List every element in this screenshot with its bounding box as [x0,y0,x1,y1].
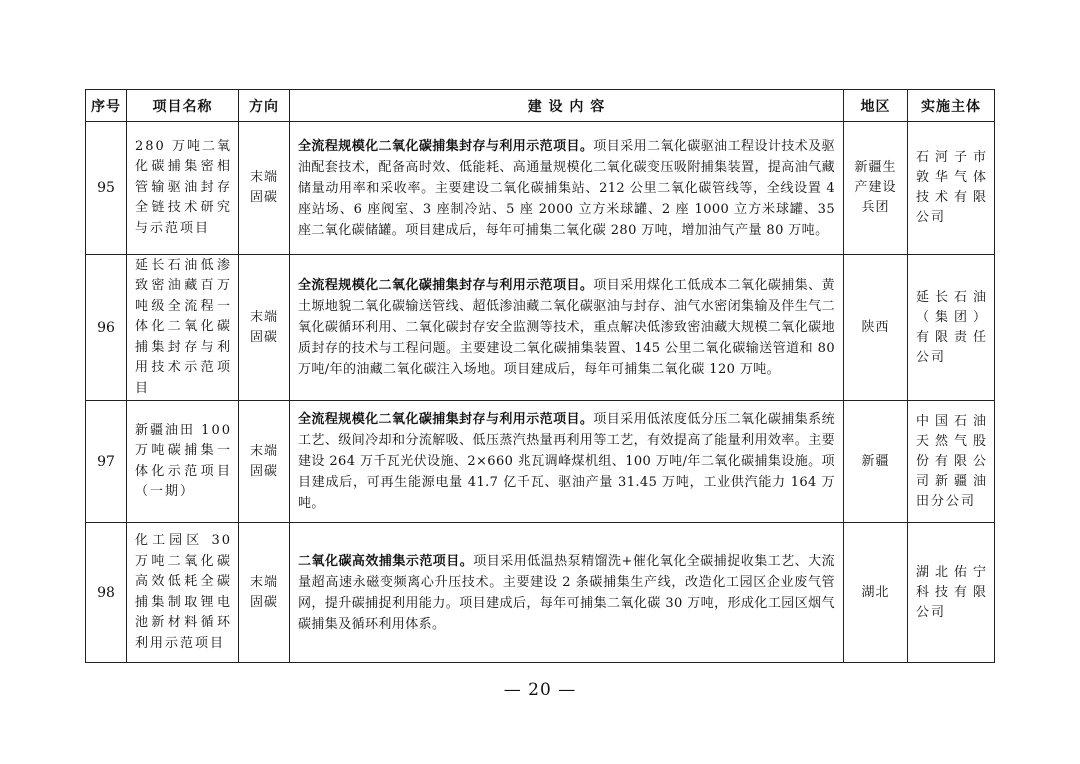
row-direction: 末端固碳 [239,401,290,523]
row-region: 陕西 [844,255,908,401]
row-content-lead: 全流程规模化二氧化碳捕集封存与利用示范项目。 [298,412,594,427]
row-region: 新疆生产建设兵团 [844,122,908,255]
row-entity: 中国石油天然气股份有限公司新疆油田分公司 [908,401,995,523]
row-content-body: 项目采用低温热泵精馏洗+催化氧化全碳捕捉收集工艺、大流量超高速永磁变频离心升压技术。主要建设 2 条碳捕集生产线，改造化工园区企业废气管网，提升碳捕捉利用能力。项目建成后，每年可捕集二氧化碳 30 万吨，形成化工园区烟气碳捕集及循环利用体系。 [298,553,835,632]
row-project-name: 延长石油低渗致密油藏百万吨级全流程一体化二氧化碳捕集封存与利用技术示范项目 [127,255,239,401]
header-entity: 实施主体 [908,90,995,122]
row-content-body: 项目采用煤化工低成本二氧化碳捕集、黄土塬地貌二氧化碳输送管线、超低渗油藏二氧化碳驱油与封存、油气水密闭集输及伴生气二氧化碳循环利用、二氧化碳封存安全监测等技术，重点解决低渗致密油藏大规模二氧化碳地质封存的技术与工程问题。主要建设二氧化碳捕集装置、145 公里二氧化碳输送管道和 80 万吨/年的油藏二氧化碳注入场地。项目建成后，每年可捕集二氧化碳 120 万吨。 [298,278,835,377]
row-content [290,255,844,401]
table-row [86,122,995,255]
row-direction: 末端固碳 [239,255,290,401]
row-content-lead: 全流程规模化二氧化碳捕集封存与利用示范项目。 [298,138,594,154]
row-project-name: 化工园区 30 万吨二氧化碳高效低耗全碳捕集制取锂电池新材料循环利用示范项目 [127,523,239,663]
row-project-name: 280 万吨二氧化碳捕集密相管输驱油封存全链技术研究与示范项目 [127,122,239,255]
page-number: — 20 — [503,680,577,700]
row-content-lead: 全流程规模化二氧化碳捕集封存与利用示范项目。 [298,278,594,293]
row-entity: 延长石油（集团）有限责任公司 [908,255,995,401]
table-row [86,523,995,663]
header-region: 地区 [844,90,908,122]
row-seq: 96 [86,255,127,401]
project-table [85,89,995,663]
row-seq: 98 [86,523,127,663]
table-header-row [86,90,995,122]
row-seq: 97 [86,401,127,523]
row-project-name: 新疆油田 100 万吨碳捕集一体化示范项目（一期） [127,401,239,523]
row-entity: 湖北佑宁科技有限公司 [908,523,995,663]
header-name: 项目名称 [127,90,239,122]
row-content-body: 项目采用二氧化碳驱油工程设计技术及驱油配套技术，配备高时效、低能耗、高通量规模化二氧化碳变压吸附捕集装置，提高油气藏储量动用率和采收率。主要建设二氧化碳捕集站、212 公里二氧化碳管线等，全线设置 4 座站场、6 座阀室、3 座制冷站、5 座 2000 立方米球罐、2 座 1000 立方米球罐、35 座二氧化碳储罐。项目建成后，每年可捕集二氧化碳 280 万吨，增加油气产量 80 万吨。 [298,138,835,238]
table-row [86,255,995,401]
header-content: 建 设 内 容 [290,90,844,122]
row-content [290,122,844,255]
table-row [86,401,995,523]
row-direction: 末端固碳 [239,122,290,255]
row-region: 新疆 [844,401,908,523]
row-seq: 95 [86,122,127,255]
row-region: 湖北 [844,523,908,663]
row-direction: 末端固碳 [239,523,290,663]
row-content-body: 项目采用低浓度低分压二氧化碳捕集系统工艺、级间冷却和分流解吸、低压蒸汽热量再利用等工艺，有效提高了能量利用效率。主要建设 264 万千瓦光伏设施、2×660 兆瓦调峰煤机组、100 万吨/年二氧化碳捕集设施。项目建成后，可再生能源电量 41.7 亿千瓦、驱油产量 31.45 万吨，工业供汽能力 164 万吨。 [298,412,835,511]
header-direction: 方向 [239,90,290,122]
project-table-container [85,89,996,663]
header-seq: 序号 [86,90,127,122]
row-content-lead: 二氧化碳高效捕集示范项目。 [298,553,474,569]
row-content [290,401,844,523]
row-entity: 石河子市敦华气体技术有限公司 [908,122,995,255]
row-content [290,523,844,663]
